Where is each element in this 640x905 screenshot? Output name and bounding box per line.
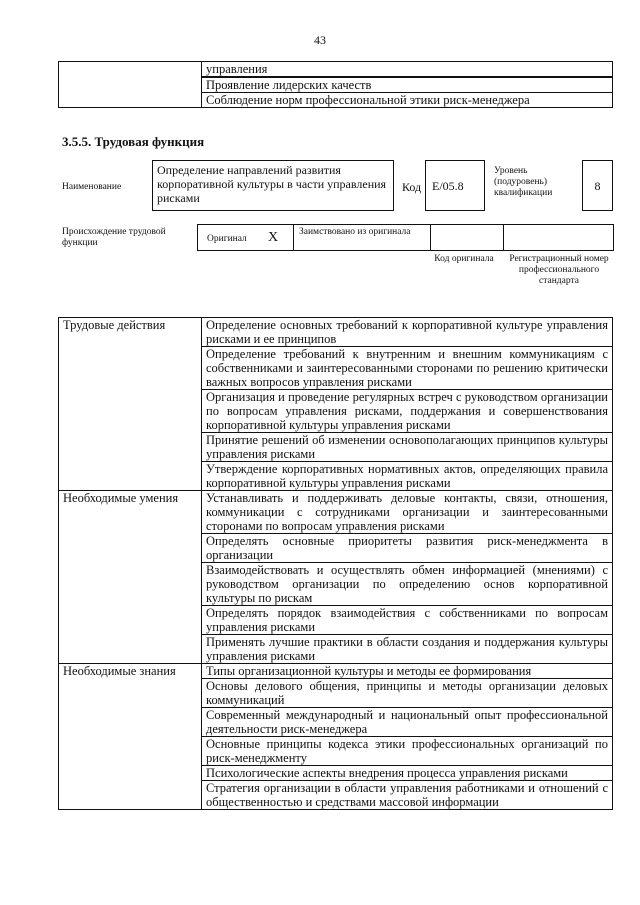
table-cell: Типы организационной культуры и методы ее формирования <box>202 664 613 679</box>
borrowed-label: Заимствовано из оригинала <box>299 227 411 237</box>
level-value: 8 <box>594 179 601 193</box>
origin-label: Происхождение трудовой функции <box>62 227 166 248</box>
origin-box <box>197 224 614 251</box>
table-cell: Основные принципы кодекса этики профессиональных организаций по риск-менеджменту <box>202 737 613 766</box>
page-number: 43 <box>314 33 326 47</box>
level-label: Уровень (подуровень) квалификации <box>494 166 553 198</box>
table-cell: Психологические аспекты внедрения процесса управления рисками <box>202 766 613 781</box>
level-box <box>582 160 613 211</box>
origin-divider <box>503 225 504 250</box>
code-box <box>425 160 485 211</box>
table-cell: Современный международный и национальный опыт профессиональной деятельности риск-менеджера <box>202 708 613 737</box>
table-cell: Взаимодействовать и осуществлять обмен информацией (мнениями) с руководством организации по определению основ корпоративной культуры по рискам <box>202 563 613 606</box>
code-label: Код <box>402 180 422 194</box>
table-cell: Организация и проведение регулярных встреч с руководством организации по вопросам управления рисками, поддержания и совершенствования корпоративной культуры управления рисками <box>202 390 613 433</box>
section-heading: 3.5.5. Трудовая функция <box>62 134 205 149</box>
table-cell: Устанавливать и поддерживать деловые контакты, связи, отношения, коммуникации с сотрудниками организации и заинтересованными сторонами по вопросам управления рисками <box>202 491 613 534</box>
continuation-table <box>58 61 613 108</box>
table-cell: Утверждение корпоративных нормативных актов, определяющих правила корпоративной культуры управления рисками <box>202 462 613 491</box>
code-caption: Код оригинала <box>434 254 494 264</box>
table-cell: управления <box>202 62 613 78</box>
origin-divider <box>430 225 431 250</box>
table-cell: Определять основные приоритеты развития риск-менеджмента в организации <box>202 534 613 563</box>
table-cell: Проявление лидерских качеств <box>202 77 613 93</box>
table-cell: Принятие решений об изменении основополагающих принципов культуры управления рисками <box>202 433 613 462</box>
table-cell: Основы делового общения, принципы и методы организации деловых коммуникаций <box>202 679 613 708</box>
table-cell: Стратегия организации в области управления работниками и отношений с общественностью и средствами массовой информации <box>202 781 613 810</box>
table-row <box>59 664 613 679</box>
original-mark: X <box>268 230 279 245</box>
function-name-box <box>152 160 394 211</box>
table-cell: Определение требований к внутренним и внешним коммуникациям с собственниками и заинтересованными сторонами по решению критически важных вопросов управления рисками <box>202 347 613 390</box>
table-cell: Соблюдение норм профессиональной этики риск-менеджера <box>202 93 613 108</box>
name-label: Наименование <box>62 182 122 192</box>
function-name: Определение направлений развития корпоративной культуры в части управления рисками <box>157 163 387 205</box>
table-cell: Применять лучшие практики в области создания и поддержания культуры управления рисками <box>202 635 613 664</box>
table-cell: Определять порядок взаимодействия с собственниками по вопросам управления рисками <box>202 606 613 635</box>
section-title-skills: Необходимые умения <box>59 491 202 664</box>
table-row <box>59 62 613 78</box>
empty-label-cell <box>59 62 202 108</box>
main-table <box>58 317 613 810</box>
original-label: Оригинал <box>207 234 247 244</box>
code-value: E/05.8 <box>432 179 464 193</box>
origin-divider <box>293 225 294 250</box>
section-title-knowledge: Необходимые знания <box>59 664 202 810</box>
table-row <box>59 491 613 534</box>
table-cell: Определение основных требований к корпоративной культуре управления рисками и ее принципов <box>202 318 613 347</box>
section-title-actions: Трудовые действия <box>59 318 202 491</box>
reg-caption: Регистрационный номер профессионального стандарта <box>509 254 609 286</box>
table-row <box>59 318 613 347</box>
